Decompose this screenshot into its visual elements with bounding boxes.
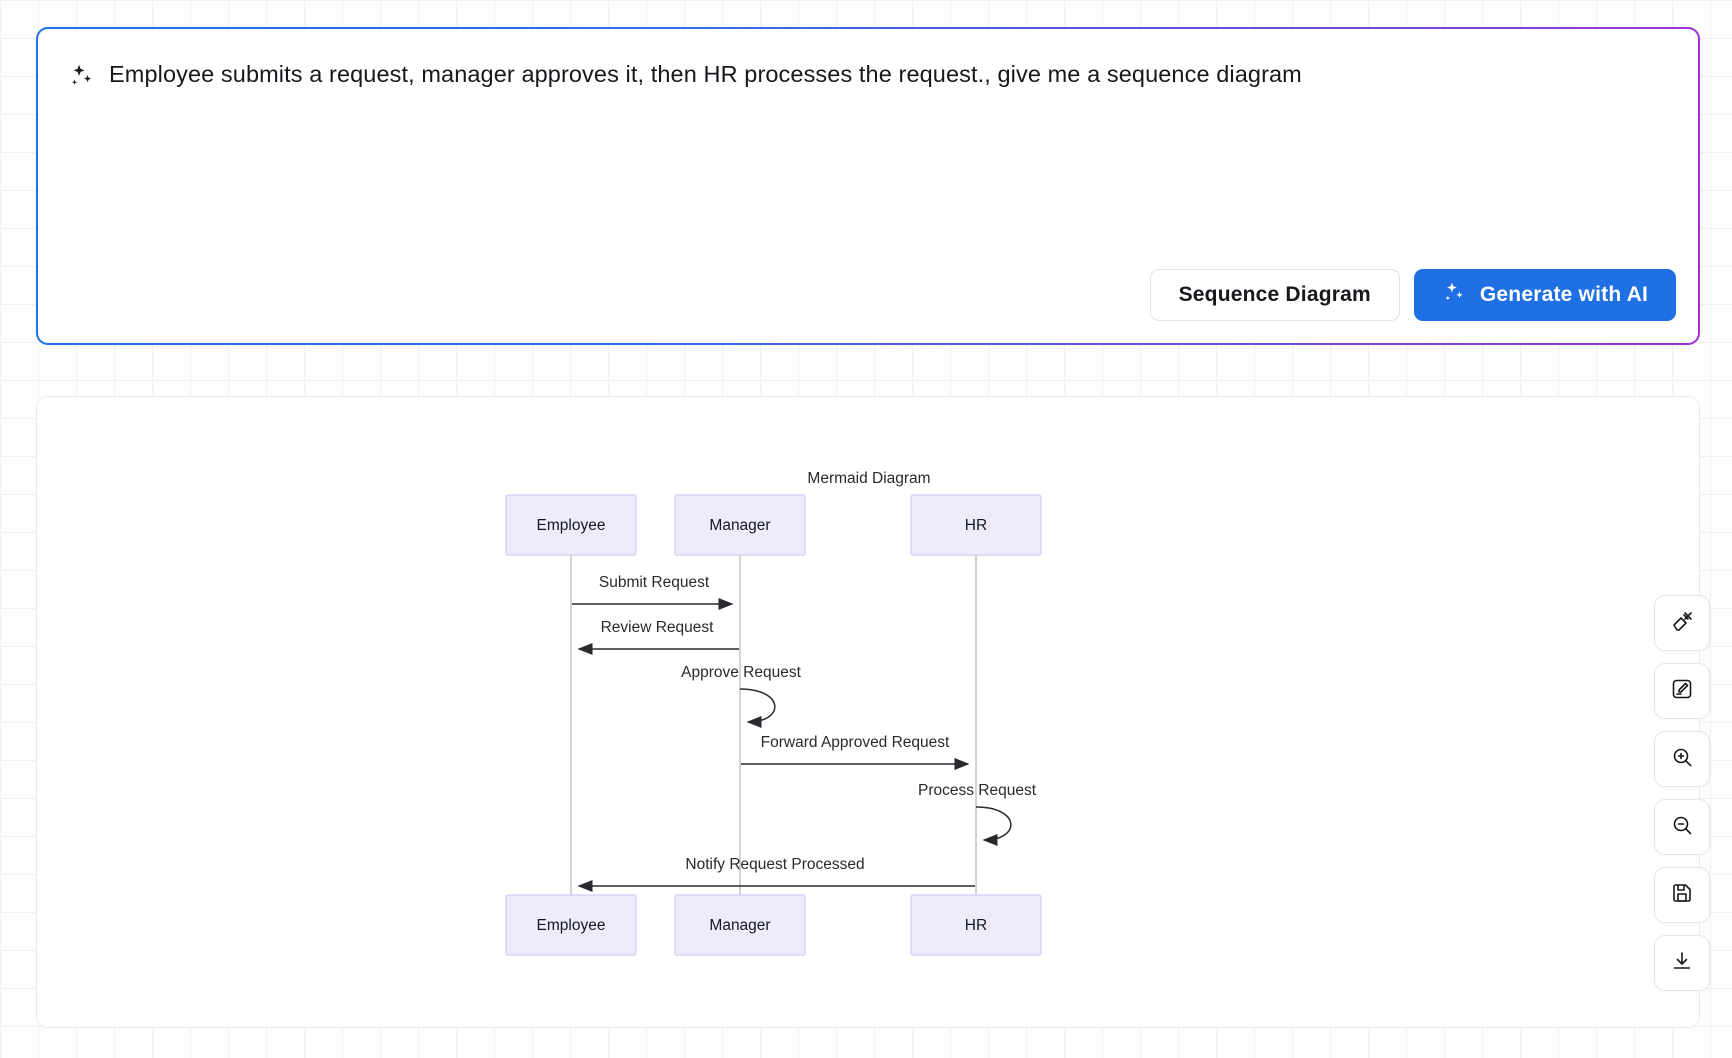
diagram-type-button[interactable]: Sequence Diagram bbox=[1150, 269, 1400, 321]
zoom-in-button[interactable] bbox=[1654, 731, 1710, 787]
prompt-text[interactable]: Employee submits a request, manager approves it, then HR processes the request., give me a sequence diagram bbox=[109, 61, 1302, 87]
actor-label: Employee bbox=[536, 517, 606, 534]
eraser-cross-icon bbox=[1670, 609, 1694, 638]
message-label: Forward Approved Request bbox=[760, 734, 950, 751]
actor-label: Manager bbox=[709, 517, 771, 534]
message-label: Review Request bbox=[600, 619, 714, 636]
message-label: Approve Request bbox=[681, 664, 801, 681]
actor-label: Manager bbox=[709, 917, 771, 934]
prompt-actions bbox=[1150, 269, 1676, 321]
message-label: Process Request bbox=[917, 782, 1037, 799]
ai-sparkle-icon bbox=[1442, 280, 1467, 311]
actor-box-hr-top bbox=[911, 495, 1041, 555]
edit-diagram-button[interactable] bbox=[1654, 663, 1710, 719]
canvas-toolbar bbox=[1654, 595, 1710, 991]
zoom-in-icon bbox=[1670, 745, 1694, 774]
save-button[interactable] bbox=[1654, 867, 1710, 923]
generate-button-label: Generate with AI bbox=[1479, 283, 1648, 306]
actor-box-hr-bottom bbox=[911, 895, 1041, 955]
zoom-out-button[interactable] bbox=[1654, 799, 1710, 855]
download-icon bbox=[1670, 949, 1694, 978]
message-label: Notify Request Processed bbox=[685, 856, 865, 873]
actor-box-employee-bottom bbox=[506, 895, 636, 955]
generate-with-ai-button[interactable] bbox=[1414, 269, 1676, 321]
diagram-canvas-card[interactable] bbox=[36, 396, 1700, 1028]
diagram-title: Mermaid Diagram bbox=[807, 470, 931, 487]
sequence-diagram-svg bbox=[37, 397, 1701, 1029]
floppy-save-icon bbox=[1670, 881, 1694, 910]
actor-label: HR bbox=[964, 917, 988, 934]
sequence-diagram[interactable] bbox=[37, 397, 1701, 1029]
self-message-loop bbox=[740, 689, 775, 722]
ai-prompt-panel[interactable] bbox=[36, 27, 1700, 345]
actor-box-manager-top bbox=[675, 495, 805, 555]
download-button[interactable] bbox=[1654, 935, 1710, 991]
actor-label: Employee bbox=[536, 917, 606, 934]
ai-sparkle-icon bbox=[68, 62, 96, 95]
actor-box-employee-top bbox=[506, 495, 636, 555]
self-message-loop bbox=[976, 807, 1011, 840]
actor-label: HR bbox=[964, 517, 988, 534]
edit-image-icon bbox=[1670, 677, 1694, 706]
zoom-out-icon bbox=[1670, 813, 1694, 842]
clear-canvas-button[interactable] bbox=[1654, 595, 1710, 651]
actor-box-manager-bottom bbox=[675, 895, 805, 955]
message-label: Submit Request bbox=[598, 574, 710, 591]
prompt-input-row[interactable] bbox=[38, 29, 1698, 95]
